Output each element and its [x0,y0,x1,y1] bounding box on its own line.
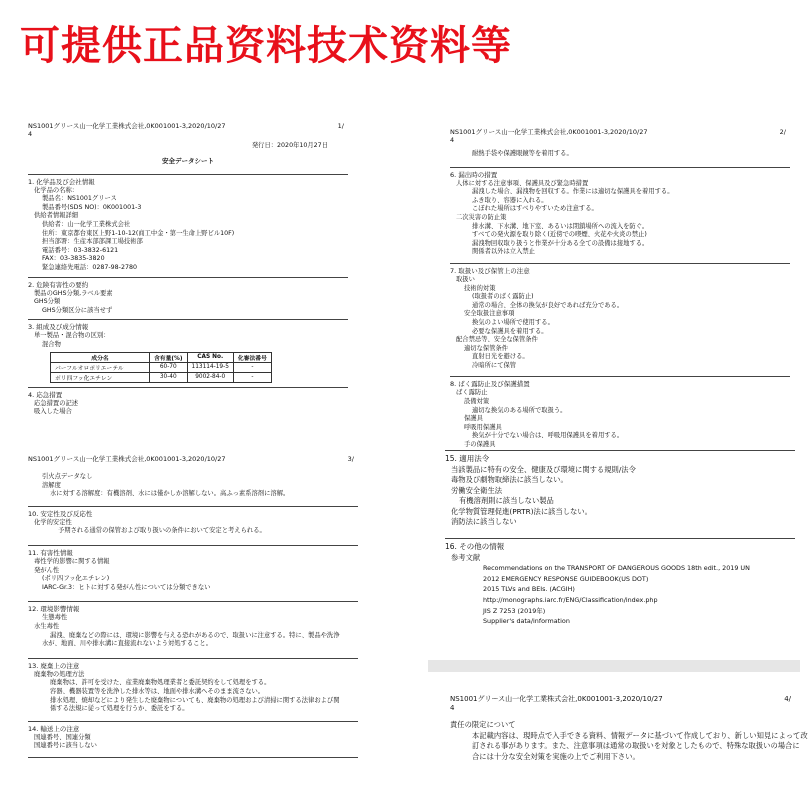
sec3-line: 単一製品・混合物の区別： [34,332,110,340]
sec7-line: 取扱い [456,275,475,283]
header-text: NS1001グリース山一化学工業株式会社,0K001001-3,2020/10/27 [450,695,663,703]
sec3-line: 混合物 [42,340,61,348]
sec7-line: 適切な保管条件 [464,344,509,352]
sec7-line: (取扱者のばく露防止) [472,293,534,301]
disclaimer-line: 合には十分な安全対策を実施の上でご利用下さい。 [472,751,640,761]
sec6-line: 漏洩した場合、漏洩物を回収する。作業には適切な保護具を着用する。 [472,188,674,196]
sec12-line: 水生毒性 [34,622,60,630]
section-13-title: 13. 廃棄上の注意 [28,661,80,670]
sec8-line: 手の保護具 [464,441,496,449]
sds-page-1 [28,122,348,457]
sec1-line: 供給者情報詳細 [34,212,79,220]
sec6-line: 排水溝、下水溝、地下室、あるいは閉鎖場所への流入を防ぐ。 [472,222,649,230]
divider [28,506,358,507]
sec1-line: 担当部署：生産本部部課工場技術部 [42,238,143,246]
sec1-line: 供給者：山一化学工業株式会社 [42,220,131,228]
divider [450,376,790,377]
page-number-continued: 4 [450,704,455,712]
sec1-line: 電話番号：03-3832-6121 [42,246,119,254]
divider [28,757,358,758]
sec1-line: FAX：03-3835-3820 [42,255,105,263]
sds-page-2-lower [445,448,795,668]
sec2-line: 製品のGHS分類,ラベル要素 [34,289,113,297]
divider [445,538,795,539]
page-header [28,122,348,130]
sec8-line: 保護具 [464,415,483,423]
sec7-line: 安全取扱注意事項 [464,310,515,318]
page-number: 3/ [347,455,354,463]
divider [450,263,790,264]
header-text: NS1001グリース山一化学工業株式会社,0K001001-3,2020/10/27 [28,455,226,463]
sec7-line: 直射日光を避ける。 [472,353,529,361]
sec8-line: 設備対策 [464,398,490,406]
sec13-line: 廃棄物の処理方法 [34,670,85,678]
sec11-line: 毒性学的影響に関する情報 [34,557,110,565]
sec10-line: 予期される通常の保管および取り扱いの条件において安定と考えられる。 [58,527,266,535]
section-16-title: 16. その他の情報 [445,542,505,552]
sds-page-4 [450,695,808,800]
section-2-title: 2. 危険有害性の要約 [28,280,89,289]
sec6-line: 人体に対する注意事項、保護具及び緊急時措置 [456,179,589,187]
divider [450,167,790,168]
section-14-title: 14. 輸送上の注意 [28,724,80,733]
sec12-line: 漏洩、廃棄などの際には、環境に影響を与える恐れがあるので、取扱いに注意する。特に、製品や洗浄 [50,631,340,639]
sec14-line: 国連番号に該当しない [34,742,97,750]
table-cell: 113114-19-5 [187,362,233,372]
sec7-line: 換気のよい場所で使用する。 [472,318,554,326]
divider [28,387,348,388]
section-8-title: 8. ばく露防止及び保護措置 [450,380,530,389]
sec8-line: ばく露防止 [456,389,488,397]
sec7-line: 必要な保護具を着用する。 [472,327,548,335]
sec7-line: 技術的対策 [464,284,496,292]
top-line: 水に対する溶解度：有機溶剤、水には僅かしか溶解しない。高ふっ素系溶剤に溶解。 [50,490,290,498]
section-4-title: 4. 応急措置 [28,390,63,399]
table-header-row [51,352,272,362]
divider [28,658,358,659]
page-number: 1/ [337,122,344,130]
sec4-line: 応急措置の記述 [34,399,79,407]
page-number: 2/ [779,128,786,136]
page-number: 4/ [784,695,791,703]
sec6-line: 漏洩物回収取り扱うと作業が十分ある全ての設備は接地する。 [472,239,649,247]
page-number-continued: 4 [28,130,33,138]
sec15-line: 化学物質管理促進(PRTR)法に該当しない。 [451,506,592,516]
sec13-line: 廃棄物は、許可を受けた、産業廃棄物処理業者と委託契約をして処理をする。 [50,679,271,687]
sec6-line: ふき取り、容器に入れる。 [472,196,548,204]
column-header: CAS No. [187,352,233,362]
divider [28,601,358,602]
reference-item: 2015 TLVs and BEIs. (ACGIH) [483,585,575,594]
table-cell: - [233,362,271,372]
divider [28,721,358,722]
divider [28,277,348,278]
sec7-line: 冷暗所にて保管 [472,361,517,369]
table-cell: 30-40 [150,372,188,382]
disclaimer-line: 訂される事があります。また、注意事項は通常の取扱いを対象としたもので、特殊な取扱いの場合に [472,741,800,751]
reference-item: http://monographs.iarc.fr/ENG/Classification/index.php [483,595,658,604]
sec16-line: 参考文献 [451,552,481,562]
top-line: 引火点データなし [42,473,93,480]
section-1-title: 1. 化学品及び会社情報 [28,177,95,186]
section-7-title: 7. 取扱い及び保管上の注意 [450,266,530,275]
header-text: NS1001グリース山一化学工業株式会社,0K001001-3,2020/10/27 [450,128,648,136]
sec6-line: 関係者以外は立入禁止 [472,248,535,256]
table-cell: 60-70 [150,362,188,372]
page-header [28,455,358,463]
issue-date: 発行日：2020年10月27日 [251,142,328,149]
sec2-line: GHS分類区分に該当せず [42,306,113,314]
sds-page-2 [450,128,790,449]
sec1-line: 製品名：NS1001グリース [42,195,117,203]
sec15-line: 有機溶剤則に該当しない製品 [459,496,554,506]
sec1-line: 化学品の名称： [34,186,79,194]
sec15-line: 労働安全衛生法 [451,485,503,495]
sec1-line: 緊急連絡先電話：0287-98-2780 [42,263,137,271]
top-line: 溶解度 [42,481,61,489]
sec12-line: 生態毒性 [42,614,68,622]
sec15-line: 毒物及び劇物取締法に該当しない。 [451,475,568,485]
table-cell: パーフルオロポリエーテル [51,362,150,372]
sec7-line: 配合禁忌等、安全な保管条件 [456,336,538,344]
doc-title: 安全データシート [162,156,214,165]
section-10-title: 10. 安定性及び反応性 [28,509,93,518]
sec8-line: 換気が十分でない場合は、呼吸用保護具を着用する。 [472,432,624,440]
section-11-title: 11. 有害性情報 [28,548,73,557]
section-15-title: 15. 適用法令 [445,454,490,463]
table-cell: ポリ四フッ化エチレン [51,372,150,382]
divider [445,450,795,451]
section-6-title: 6. 漏出時の措置 [450,170,498,179]
banner-title: 可提供正品资料技术资料等 [20,23,512,69]
reference-item: JIS Z 7253 (2019年) [483,606,546,615]
divider [28,174,348,175]
column-header: 成分名 [51,352,150,362]
page-header [450,695,795,704]
sec14-line: 国連番号、国連分類 [34,733,91,741]
divider [28,319,348,320]
sec7-line: 通常の場合、全体の換気が良好であれば充分である。 [472,301,624,309]
sds-page-3 [28,455,358,800]
table-cell: 9002-84-0 [187,372,233,382]
sec10-line: 化学的安定性 [34,518,72,526]
sec2-line: GHS分類 [34,298,61,306]
sec11-line: IARC-Gr.3：ヒトに対する発がん性については分類できない [42,583,211,591]
divider [28,545,358,546]
table-row [51,362,272,372]
reference-item: Recommendations on the TRANSPORT OF DANGEROUS GOODS 18th edit., 2019 UN [483,564,750,573]
sec15-line: 消防法に該当しない [451,517,517,527]
sec13-line: 係する法規に従って処理を行うか、委託をする。 [50,705,189,713]
page-edge [428,660,800,672]
header-text: NS1001グリース山一化学工業株式会社,0K001001-3,2020/10/27 [28,122,226,130]
sec11-line: (ポリ四フッ化エチレン) [42,575,110,583]
column-header: 化審法番号 [233,352,271,362]
sec15-line: 当該製品に特有の安全、健康及び環境に関する規則/法令 [451,464,636,474]
column-header: 含有量(%) [150,352,188,362]
sec13-line: 排水処理、焼却などにより発生した廃棄物についても、廃棄物の処理および清掃に関する法律および関 [50,696,340,704]
sec8-line: 呼吸用保護具 [464,423,502,431]
composition-table [50,352,272,383]
sec1-line: 住所：東京都台東区上野1-10-12(商工中金・第一生命上野ビル10F) [42,229,235,237]
reference-item: Supplier's data/information [483,617,570,626]
sec11-line: 発がん性 [34,566,60,574]
sec4-line: 吸入した場合 [34,408,72,416]
page-header [450,128,790,136]
disclaimer-line: 本記載内容は、現時点で入手できる資料、情報データに基づいて作成しており、新しい知見によって改 [472,730,808,740]
sec8-line: 適切な換気のある場所で取扱う。 [472,406,567,414]
section-12-title: 12. 環境影響情報 [28,605,80,614]
disclaimer-title: 責任の限定について [450,720,516,729]
sec6-line: こぼれた場所はすべりやすいため注意する。 [472,205,598,213]
banner [0,0,800,80]
page-number-continued: 4 [450,136,455,144]
section-3-title: 3. 組成及び成分情報 [28,323,89,332]
sec13-line: 容器、機器装置等を洗浄した排水等は、地面や排水溝へそのまま流さない。 [50,687,265,695]
sec1-line: 製品番号(SDS NO)：0K001001-3 [42,203,142,211]
sec6-line: すべての発火源を取り除く(近傍での喫煙、火花や火炎の禁止) [472,231,647,239]
sec6-line: 二次災害の防止策 [456,213,507,221]
table-row [51,372,272,382]
reference-item: 2012 EMERGENCY RESPONSE GUIDEBOOK(US DOT) [483,574,649,583]
sec12-line: 水が、地面、川や排水溝に直接流れないよう対処すること。 [42,640,213,648]
top-line: 耐熱手袋や保護眼鏡等を着用する。 [472,150,573,157]
table-cell: - [233,372,271,382]
